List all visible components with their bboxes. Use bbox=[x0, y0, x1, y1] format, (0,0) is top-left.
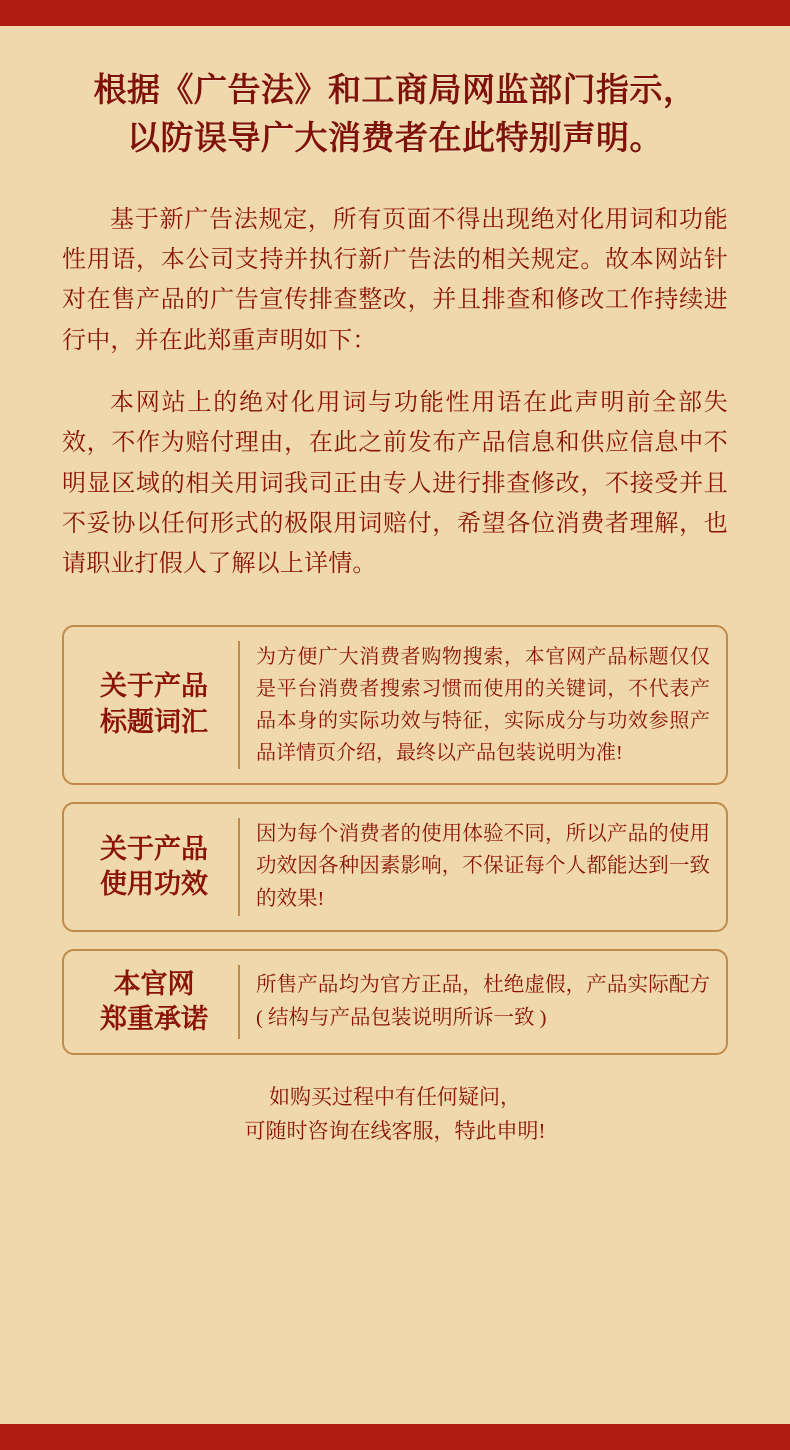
card-title-line-1: 关于产品 bbox=[100, 833, 208, 864]
page-title-line-2: 以防误导广大消费者在此特别声明。 bbox=[127, 120, 663, 157]
card-title-product-title bbox=[70, 641, 240, 769]
page-title-line-1: 根据《广告法》和工商局网监部门指示， bbox=[93, 73, 697, 109]
card-title-line-2: 郑重承诺 bbox=[100, 1003, 208, 1034]
intro-paragraph-2: 本网站上的绝对化用词与功能性用语在此声明前全部失效，不作为赔付理由，在此之前发布产品信息和供应信息中不明显区域的相关用词我司正由专人进行排查修改，不接受并且不妥协以任何形式的极限用词赔付，希望各位消费者理解，也请职业打假人了解以上详情。 bbox=[62, 389, 728, 578]
intro-paragraph-1: 基于新广告法规定，所有页面不得出现绝对化用词和功能性用语，本公司支持并执行新广告法的相关规定。故本网站针对在售产品的广告宣传排查整改，并且排查和修改工作持续进行中，并在此郑重声明如下： bbox=[62, 206, 728, 354]
card-title-line-2: 标题词汇 bbox=[100, 706, 208, 737]
card-title-product-efficacy bbox=[70, 818, 240, 916]
footer-line-2: 可随时咨询在线客服，特此申明! bbox=[244, 1118, 546, 1143]
footer-note bbox=[62, 1081, 728, 1158]
card-body-product-title: 为方便广大消费者购物搜索，本官网产品标题仅仅是平台消费者搜索习惯而使用的关键词，不代表产品本身的实际功效与特征，实际成分与功效参照产品详情页介绍，最终以产品包装说明为准! bbox=[256, 645, 710, 764]
footer-line-1: 如购买过程中有任何疑问， bbox=[269, 1085, 521, 1110]
statement-card-product-title bbox=[62, 625, 728, 785]
card-title-line-2: 使用功效 bbox=[100, 868, 208, 899]
statement-card-product-efficacy bbox=[62, 802, 728, 932]
card-title-line-1: 本官网 bbox=[113, 968, 195, 999]
card-title-official-promise bbox=[70, 965, 240, 1039]
statement-card-list bbox=[62, 625, 728, 1056]
statement-card-official-promise bbox=[62, 949, 728, 1055]
top-accent-bar bbox=[0, 0, 790, 26]
bottom-accent-bar bbox=[0, 1424, 790, 1450]
card-body-product-efficacy: 因为每个消费者的使用体验不同，所以产品的使用功效因各种因素影响，不保证每个人都能达到一致的效果! bbox=[256, 822, 710, 911]
card-title-line-1: 关于产品 bbox=[100, 671, 208, 702]
card-body-official-promise: 所售产品均为官方正品，杜绝虚假，产品实际配方( 结构与产品包装说明所诉一致 ) bbox=[256, 974, 710, 1029]
main-content bbox=[0, 26, 790, 1424]
page-title bbox=[62, 68, 728, 164]
